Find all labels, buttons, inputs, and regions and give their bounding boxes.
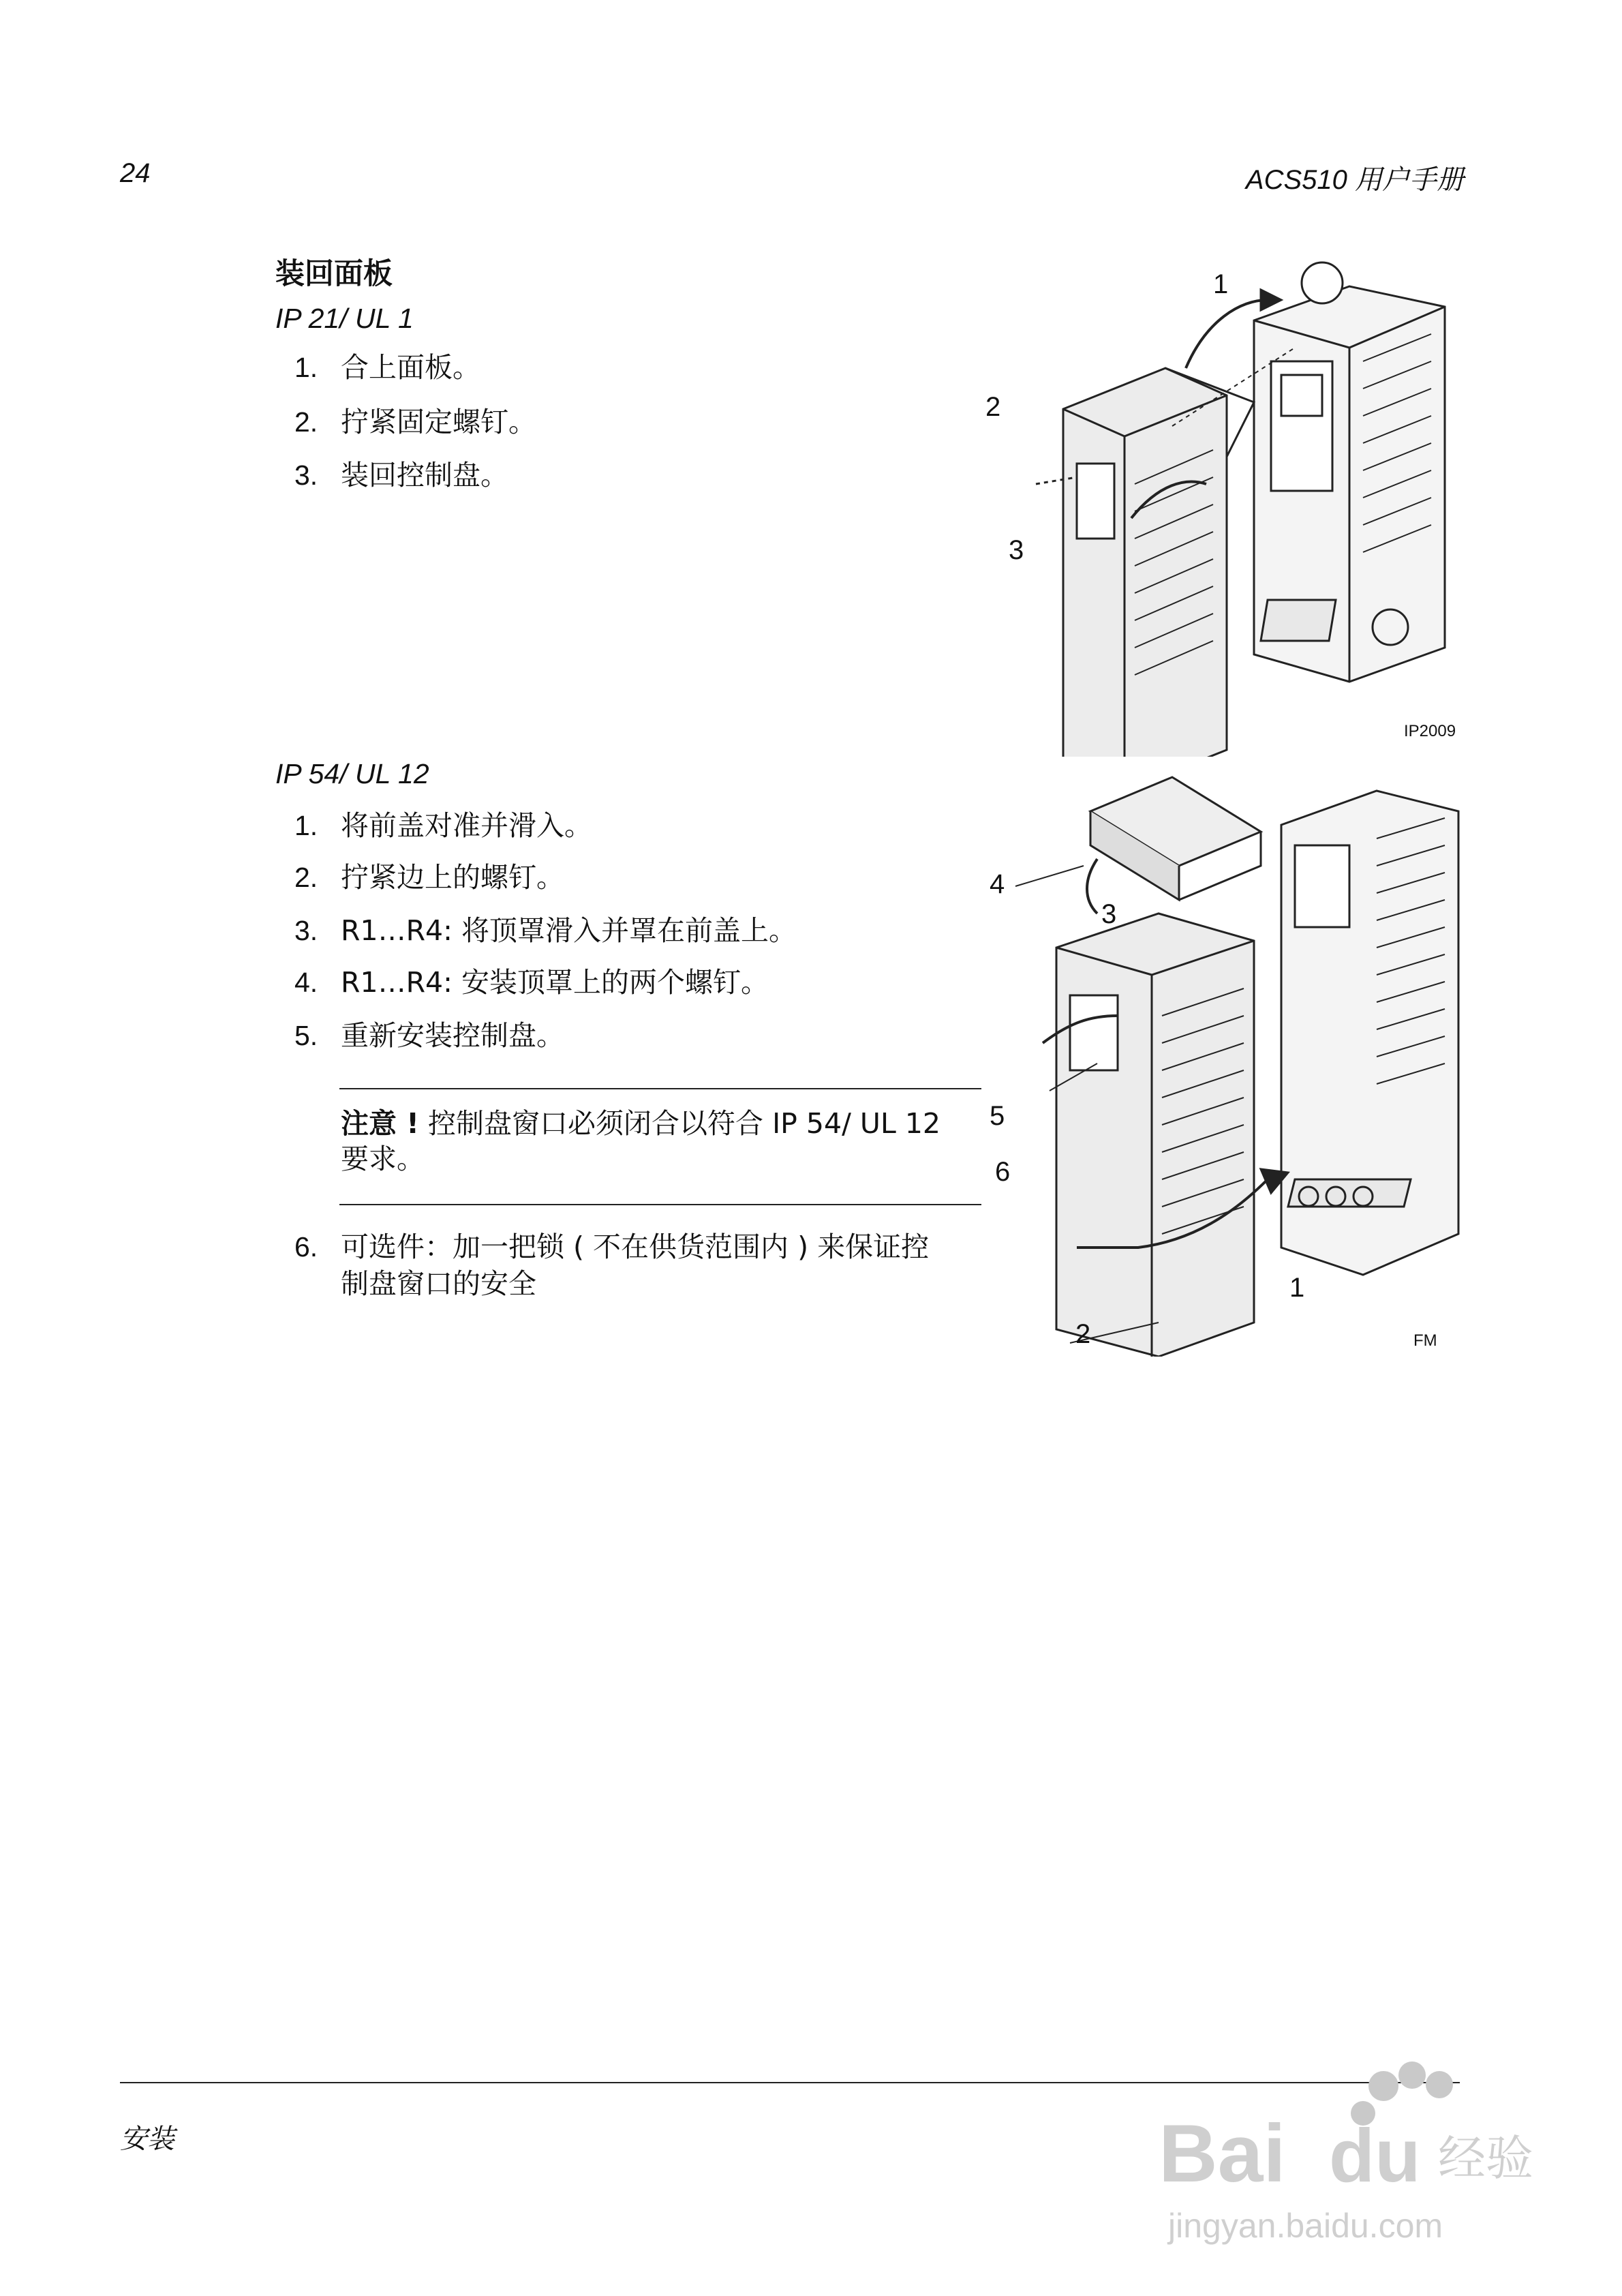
ip21-callout-1: 1: [1213, 269, 1229, 299]
baidu-watermark: [1159, 2045, 1540, 2250]
ip54-callout-1: 1: [1289, 1273, 1305, 1303]
ip54-callout-2: 2: [1075, 1319, 1091, 1349]
step-text: 拧紧边上的螺钉。: [341, 861, 564, 894]
ip21-callout-2: 2: [985, 392, 1001, 422]
ip54-figure: [968, 770, 1486, 1357]
step-number: 1.: [294, 810, 318, 841]
step-text: R1…R4: 安装顶罩上的两个螺钉。: [341, 966, 769, 999]
page-number: 24: [120, 158, 151, 188]
step-number: 3.: [294, 459, 318, 491]
manual-title: ACS510 用户手册: [1245, 165, 1464, 195]
note: [341, 1106, 981, 1177]
section-title: 装回面板: [275, 257, 393, 291]
step-text: 拧紧固定螺钉。: [341, 406, 536, 438]
note-top-rule: [339, 1088, 981, 1089]
step-number: 3.: [294, 915, 318, 946]
step-number: 2.: [294, 862, 318, 893]
step-text-line-1: 可选件：加一把锁 ( 不在供货范围内 ) 来保证控: [341, 1230, 930, 1263]
ip54-subtitle: IP 54/ UL 12: [275, 758, 429, 789]
step-text: 重新安装控制盘。: [341, 1019, 564, 1052]
footer-chapter: 安装: [120, 2124, 174, 2154]
watermark-brand: Bai: [1159, 2108, 1286, 2199]
ip21-figure-code: IP2009: [1404, 722, 1456, 740]
watermark-url: jingyan.baidu.com: [1168, 2207, 1443, 2245]
ip54-figure-code: FM: [1413, 1331, 1437, 1350]
watermark-brand-2: du: [1329, 2114, 1421, 2198]
note-bottom-rule: [339, 1204, 981, 1205]
ip54-callout-5: 5: [990, 1101, 1005, 1131]
step-number: 2.: [294, 406, 318, 438]
ip54-callout-4: 4: [990, 869, 1005, 899]
step-text: R1…R4: 将顶罩滑入并罩在前盖上。: [341, 914, 797, 947]
ip21-subtitle: IP 21/ UL 1: [275, 303, 414, 334]
watermark-cn: 经验: [1438, 2132, 1533, 2185]
note-label: 注意 !: [341, 1107, 419, 1140]
step-number: 1.: [294, 352, 318, 383]
step-text: 装回控制盘。: [341, 459, 508, 492]
ip54-callout-3: 3: [1101, 899, 1117, 929]
step-number: 4.: [294, 967, 318, 998]
ip21-figure: [968, 259, 1486, 757]
note-line-1: 控制盘窗口必须闭合以符合 IP 54/ UL 12: [428, 1107, 940, 1140]
ip21-callout-3: 3: [1009, 535, 1024, 565]
step-text: 合上面板。: [341, 351, 480, 384]
step-text: 将前盖对准并滑入。: [341, 809, 592, 842]
step-number: 6.: [294, 1231, 318, 1263]
step-text-line-2: 制盘窗口的安全: [341, 1267, 536, 1300]
ip54-callout-6: 6: [995, 1157, 1011, 1187]
note-line-2: 要求。: [341, 1143, 425, 1175]
step-number: 5.: [294, 1020, 318, 1051]
